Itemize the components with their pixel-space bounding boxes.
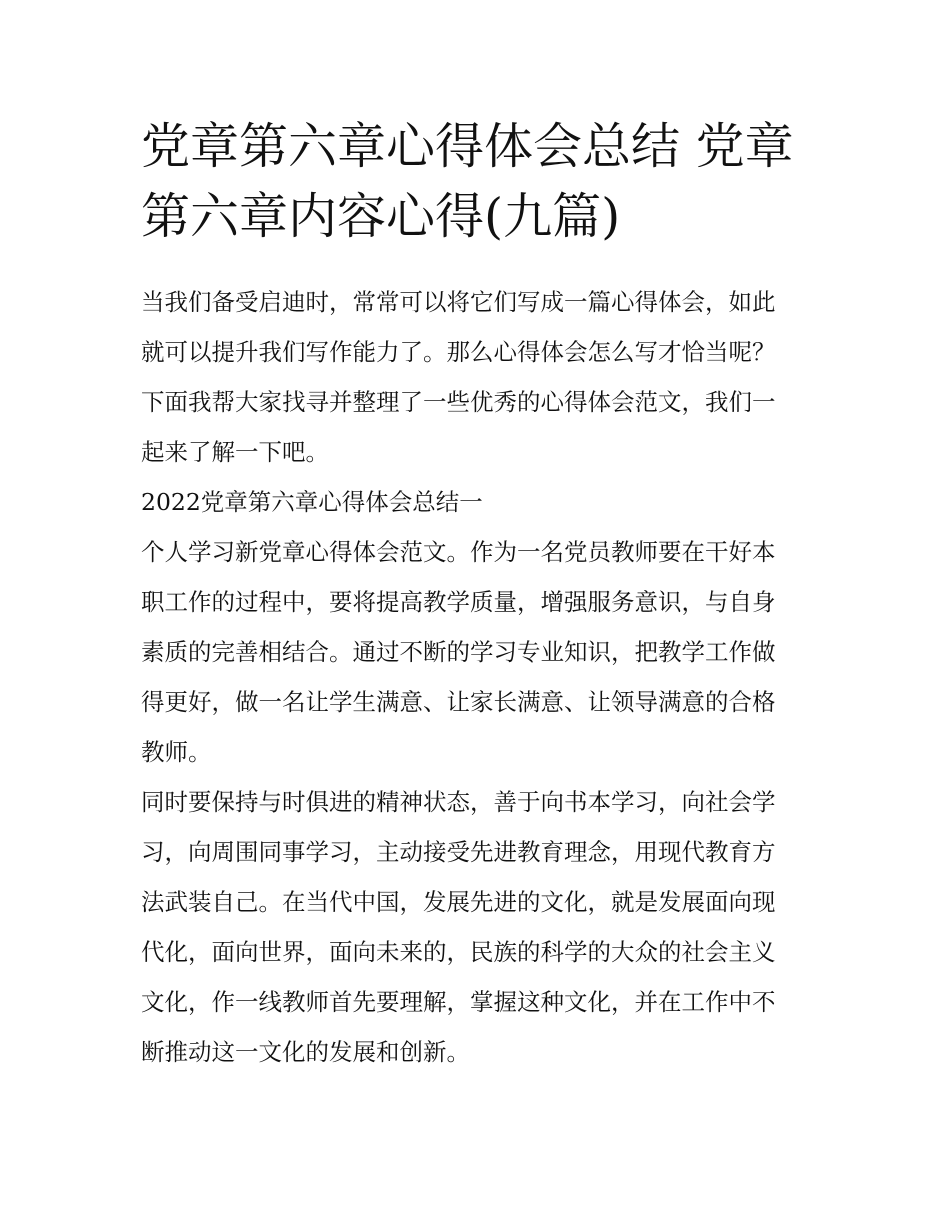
title-line: 第六章内容心得(九篇) [141, 188, 621, 245]
text-line: 素质的完善相结合。通过不断的学习专业知识，把教学工作做 [141, 638, 776, 666]
text-line: 起来了解一下吧。 [141, 438, 329, 466]
title-line: 党章第六章心得体会总结 党章 [141, 118, 794, 175]
text-line: 法武装自己。在当代中国，发展先进的文化，就是发展面向现 [141, 888, 776, 916]
document-title [141, 112, 813, 252]
text-line: 职工作的过程中，要将提高教学质量，增强服务意识，与自身 [141, 588, 776, 616]
text-line: 断推动这一文化的发展和创新。 [141, 1038, 470, 1066]
text-line: 就可以提升我们写作能力了。那么心得体会怎么写才恰当呢？ [141, 338, 776, 366]
text-line: 当我们备受启迪时，常常可以将它们写成一篇心得体会，如此 [141, 288, 776, 316]
text-line: 得更好，做一名让学生满意、让家长满意、让领导满意的合格 [141, 688, 776, 716]
text-line: 文化，作一线教师首先要理解，掌握这种文化，并在工作中不 [141, 988, 776, 1016]
document-page [141, 112, 813, 1077]
intro-paragraph [141, 277, 813, 477]
text-line: 下面我帮大家找寻并整理了一些优秀的心得体会范文，我们一 [141, 388, 776, 416]
text-line: 习，向周围同事学习，主动接受先进教育理念，用现代教育方 [141, 838, 776, 866]
section-heading: 2022党章第六章心得体会总结一 [141, 488, 483, 516]
document-body [141, 277, 813, 1077]
text-line: 同时要保持与时俱进的精神状态，善于向书本学习，向社会学 [141, 788, 776, 816]
body-paragraph-2 [141, 777, 813, 1077]
text-line: 教师。 [141, 738, 212, 766]
body-paragraph-1 [141, 527, 813, 777]
text-line: 个人学习新党章心得体会范文。作为一名党员教师要在干好本 [141, 538, 776, 566]
text-line: 代化，面向世界，面向未来的，民族的科学的大众的社会主义 [141, 938, 776, 966]
